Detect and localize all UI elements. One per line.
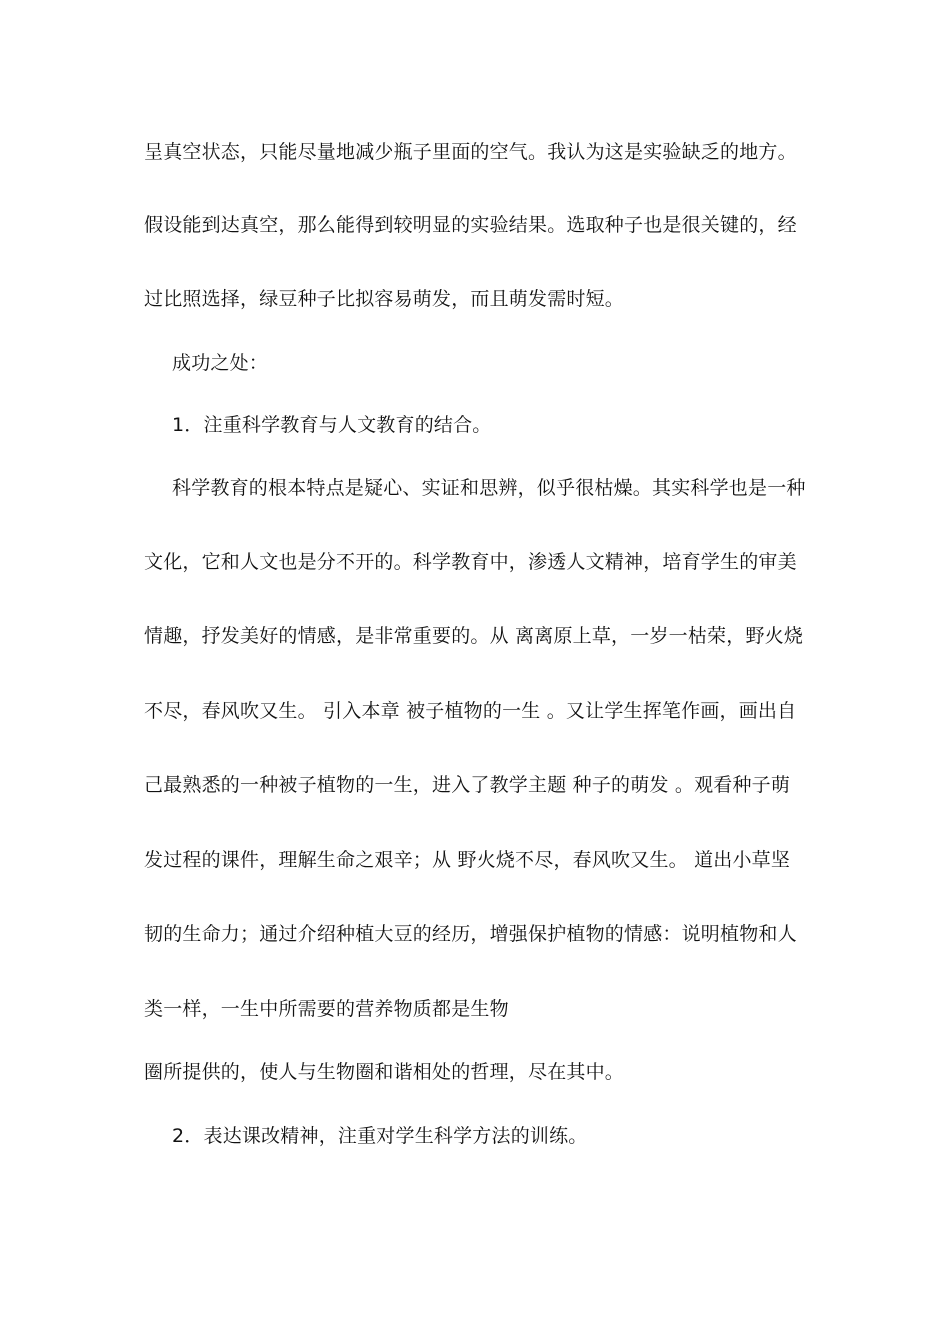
paragraph-line-12: 韧的生命力；通过介绍种植大豆的经历，增强保护植物的情感：说明植物和人 xyxy=(144,923,797,945)
paragraph-line-10: 己最熟悉的一种被子植物的一生，进入了教学主题 种子的萌发 。观看种子萌 xyxy=(144,774,791,796)
paragraph-line-11: 发过程的课件，理解生命之艰辛；从 野火烧不尽，春风吹又生。 道出小草坚 xyxy=(144,849,791,871)
section-heading-success: 成功之处： xyxy=(172,352,269,374)
paragraph-line-1: 呈真空状态，只能尽量地减少瓶子里面的空气。我认为这是实验缺乏的地方。 xyxy=(144,141,797,163)
paragraph-line-2: 假设能到达真空，那么能得到较明显的实验结果。选取种子也是很关键的，经 xyxy=(144,214,797,236)
paragraph-line-13: 类一样，一生中所需要的营养物质都是生物 xyxy=(144,998,509,1020)
paragraph-line-6: 科学教育的根本特点是疑心、实证和思辨，似乎很枯燥。其实科学也是一种 xyxy=(172,477,806,499)
list-item-2: 2．表达课改精神，注重对学生科学方法的训练。 xyxy=(172,1125,588,1147)
paragraph-line-7: 文化，它和人文也是分不开的。科学教育中，渗透人文精神，培育学生的审美 xyxy=(144,551,797,573)
paragraph-line-3: 过比照选择，绿豆种子比拟容易萌发，而且萌发需时短。 xyxy=(144,288,625,310)
paragraph-line-8: 情趣，抒发美好的情感，是非常重要的。从 离离原上草，一岁一枯荣，野火烧 xyxy=(144,625,804,647)
paragraph-line-9: 不尽，春风吹又生。 引入本章 被子植物的一生 。又让学生挥笔作画，画出自 xyxy=(144,700,797,722)
paragraph-line-14: 圈所提供的，使人与生物圈和谐相处的哲理，尽在其中。 xyxy=(144,1061,625,1083)
list-item-1: 1．注重科学教育与人文教育的结合。 xyxy=(172,414,492,436)
